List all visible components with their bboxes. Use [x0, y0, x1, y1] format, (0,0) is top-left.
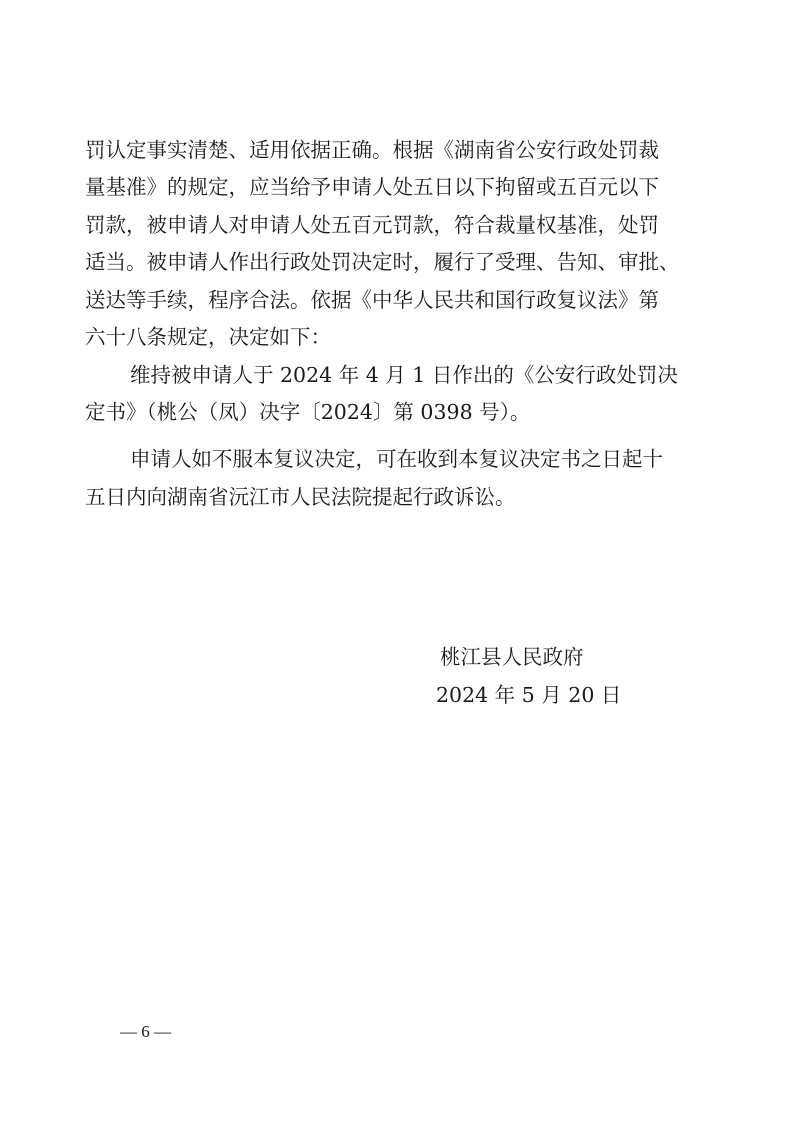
- page-number: — 6 —: [120, 1022, 171, 1041]
- issue-date: 2024 年 5 月 20 日: [436, 683, 622, 707]
- body-text-line: 六十八条规定，决定如下：: [85, 325, 331, 349]
- body-text-line: 定书》（桃公（凤）决字〔2024〕第 0398 号）。: [85, 400, 531, 424]
- body-text-line: 维持被申请人于 2024 年 4 月 1 日作出的《公安行政处罚决: [130, 363, 678, 387]
- body-text-line: 五日内向湖南省沅江市人民法院提起行政诉讼。: [85, 485, 516, 509]
- body-text-line: 申请人如不服本复议决定，可在收到本复议决定书之日起十: [130, 447, 663, 471]
- body-text-line: 罚认定事实清楚、适用依据正确。根据《湖南省公安行政处罚裁: [85, 138, 659, 162]
- body-text-line: 送达等手续，程序合法。依据《中华人民共和国行政复议法》第: [85, 288, 659, 312]
- body-text-line: 量基准》的规定，应当给予申请人处五日以下拘留或五百元以下: [85, 175, 659, 199]
- body-text-line: 适当。被申请人作出行政处罚决定时，履行了受理、告知、审批、: [85, 250, 680, 274]
- body-text-line: 罚款，被申请人对申请人处五百元罚款，符合裁量权基准，处罚: [85, 213, 659, 237]
- issuer-name: 桃江县人民政府: [440, 645, 584, 669]
